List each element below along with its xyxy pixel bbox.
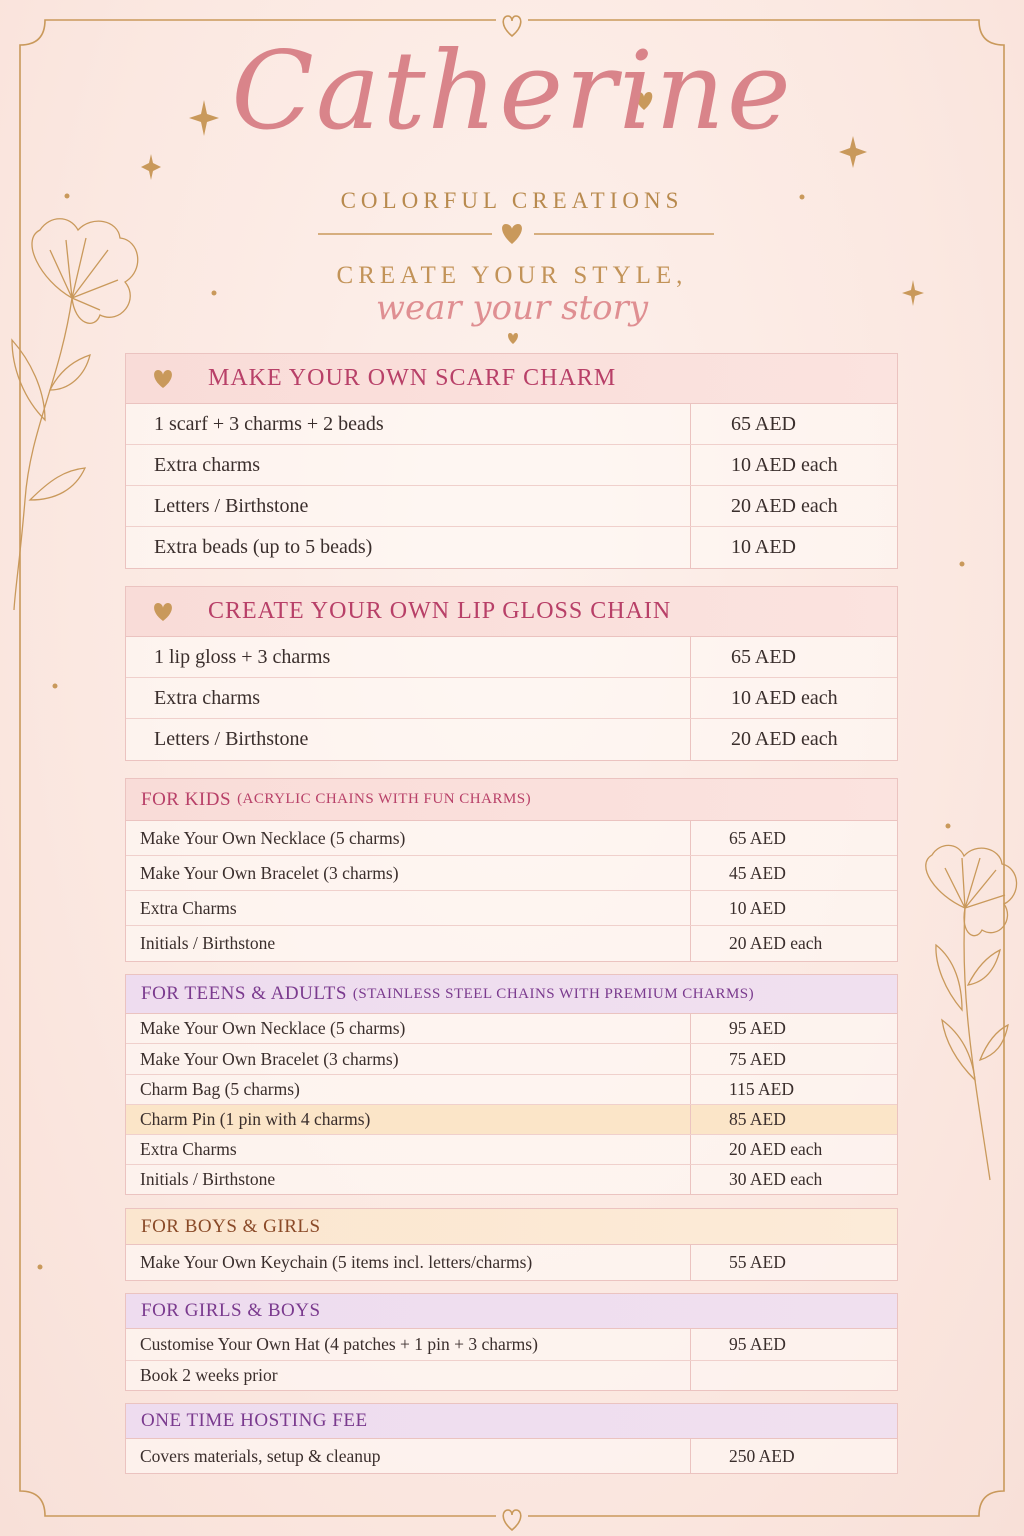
- section-for-boys-girls: [125, 1208, 898, 1281]
- item-price: 65 AED: [729, 827, 786, 848]
- price-row: [126, 926, 897, 961]
- price-row: [126, 1044, 897, 1075]
- item-price: 20 AED each: [731, 728, 838, 750]
- item-name: Letters / Birthstone: [126, 719, 691, 760]
- price-row: [126, 678, 897, 719]
- item-price: [691, 1361, 897, 1390]
- section-title: FOR GIRLS & BOYS: [141, 1300, 321, 1321]
- item-name: Extra beads (up to 5 beads): [126, 527, 691, 568]
- section-title: FOR BOYS & GIRLS: [141, 1215, 321, 1237]
- item-name: Charm Bag (5 charms): [126, 1075, 691, 1104]
- price-row: [126, 1361, 897, 1390]
- item-name: Make Your Own Keychain (5 items incl. letters/charms): [126, 1245, 691, 1280]
- price-row: [126, 445, 897, 486]
- item-price: 20 AED each: [731, 494, 838, 517]
- item-price: 10 AED each: [731, 453, 838, 476]
- item-name: Initials / Birthstone: [126, 1165, 691, 1194]
- item-name: Initials / Birthstone: [126, 926, 691, 961]
- item-price: 20 AED each: [729, 1139, 823, 1159]
- item-name: Extra charms: [126, 678, 691, 718]
- section-for-teens-adults: [125, 974, 898, 1195]
- price-row: [126, 719, 897, 760]
- item-price: 65 AED: [731, 412, 796, 435]
- price-row: [126, 821, 897, 856]
- section-header: [126, 587, 897, 637]
- item-name: 1 scarf + 3 charms + 2 beads: [126, 404, 691, 444]
- item-name: Make Your Own Necklace (5 charms): [126, 1014, 691, 1043]
- item-name: 1 lip gloss + 3 charms: [126, 637, 691, 677]
- price-row-highlighted: [126, 1105, 897, 1135]
- item-name: Make Your Own Bracelet (3 charms): [126, 856, 691, 890]
- item-price: 10 AED: [731, 536, 796, 558]
- item-price: 250 AED: [729, 1445, 795, 1466]
- item-price: 85 AED: [729, 1109, 786, 1129]
- item-name: Make Your Own Bracelet (3 charms): [126, 1044, 691, 1074]
- price-row: [126, 1245, 897, 1280]
- right-flower-illustration: [926, 845, 1017, 1180]
- section-header: [126, 1294, 897, 1329]
- section-title: MAKE YOUR OWN SCARF CHARM: [208, 365, 617, 391]
- section-note: (STAINLESS STEEL CHAINS WITH PREMIUM CHARMS): [352, 985, 755, 1002]
- brand-subtitle: COLORFUL CREATIONS: [340, 188, 684, 213]
- item-price: 115 AED: [729, 1079, 794, 1099]
- price-row: [126, 1329, 897, 1361]
- item-price: 75 AED: [729, 1048, 786, 1069]
- tagline-line1: CREATE YOUR STYLE,: [336, 262, 688, 289]
- tagline-line2: wear your story: [375, 288, 649, 328]
- section-header: [126, 975, 897, 1014]
- section-header: [126, 1404, 897, 1439]
- item-price: 10 AED each: [731, 686, 838, 709]
- section-header: [126, 1209, 897, 1245]
- item-name: Letters / Birthstone: [126, 486, 691, 526]
- brand-title: Catherine: [231, 29, 793, 154]
- item-name: Book 2 weeks prior: [126, 1361, 691, 1390]
- item-name: Extra Charms: [126, 1135, 691, 1164]
- item-name: Extra charms: [126, 445, 691, 485]
- heart-icon: [152, 602, 178, 622]
- section-lip-gloss-chain: [125, 586, 898, 761]
- price-row: [126, 1439, 897, 1473]
- section-for-girls-boys: [125, 1293, 898, 1391]
- item-name: Extra Charms: [126, 891, 691, 925]
- price-row: [126, 1135, 897, 1165]
- section-for-kids: [125, 778, 898, 962]
- item-price: 55 AED: [729, 1252, 786, 1272]
- section-title: ONE TIME HOSTING FEE: [141, 1410, 368, 1431]
- section-note: (ACRYLIC CHAINS WITH FUN CHARMS): [237, 791, 532, 807]
- section-title: FOR TEENS & ADULTS: [141, 983, 347, 1004]
- section-title: CREATE YOUR OWN LIP GLOSS CHAIN: [208, 598, 672, 624]
- item-price: 45 AED: [729, 862, 786, 883]
- price-row: [126, 856, 897, 891]
- price-row: [126, 1075, 897, 1105]
- price-row: [126, 1014, 897, 1044]
- section-hosting-fee: [125, 1403, 898, 1474]
- item-price: 30 AED each: [729, 1169, 823, 1189]
- item-name: Customise Your Own Hat (4 patches + 1 pin + 3 charms): [126, 1329, 691, 1360]
- item-price: 65 AED: [731, 645, 796, 668]
- price-row: [126, 637, 897, 678]
- section-title: FOR KIDS: [141, 788, 232, 810]
- price-row: [126, 1165, 897, 1194]
- heart-icon: [152, 369, 178, 389]
- price-row: [126, 891, 897, 926]
- item-price: 20 AED each: [729, 933, 823, 953]
- item-price: 10 AED: [729, 897, 786, 918]
- item-price: 95 AED: [729, 1334, 786, 1354]
- price-row: [126, 404, 897, 445]
- price-row: [126, 527, 897, 568]
- section-scarf-charm: [125, 353, 898, 569]
- item-price: 95 AED: [729, 1018, 786, 1038]
- price-row: [126, 486, 897, 527]
- item-name: Make Your Own Necklace (5 charms): [126, 821, 691, 855]
- section-header: [126, 354, 897, 404]
- item-name: Charm Pin (1 pin with 4 charms): [126, 1105, 691, 1134]
- section-header: [126, 779, 897, 821]
- item-name: Covers materials, setup & cleanup: [126, 1439, 691, 1473]
